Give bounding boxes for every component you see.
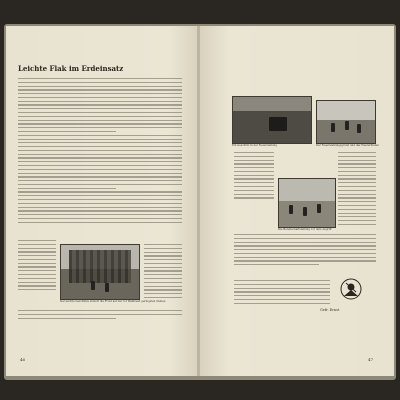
photo-bottom-caption: Die Bereitschaftstellung vor dem Angriff [278, 228, 332, 231]
photo-top-left-caption: Ein Geschütz in der Feuerstellung [232, 144, 277, 147]
right-text-block-bottom [234, 234, 376, 265]
left-text-block-bottom [18, 310, 182, 319]
left-text-block-1 [18, 78, 182, 223]
right-page-photo-bottom [278, 178, 336, 228]
right-text-column-right [338, 152, 376, 225]
left-page-photo-forest [60, 244, 140, 300]
photo-top-right-caption: Der Feuerwaltungsgrund und das Wiederfinden [316, 144, 379, 147]
right-text-column-left [234, 152, 274, 199]
left-text-column-narrow [18, 240, 56, 290]
left-page-number: 46 [20, 357, 26, 362]
right-page-number: 47 [368, 357, 374, 362]
left-text-column-right [144, 244, 182, 298]
author-signature: Gefr. Ernst [320, 308, 340, 312]
left-photo-caption: Der leichte Geschütze sichert die Front auf der rot Waldrand geringsten Stellen [60, 300, 166, 303]
article-title: Leichte Flak im Erdeinsatz [18, 64, 124, 73]
right-page-photo-top-left [232, 96, 312, 144]
unit-emblem-icon [340, 278, 362, 300]
right-text-block-final [234, 280, 330, 304]
right-page-photo-top-right [316, 100, 376, 144]
